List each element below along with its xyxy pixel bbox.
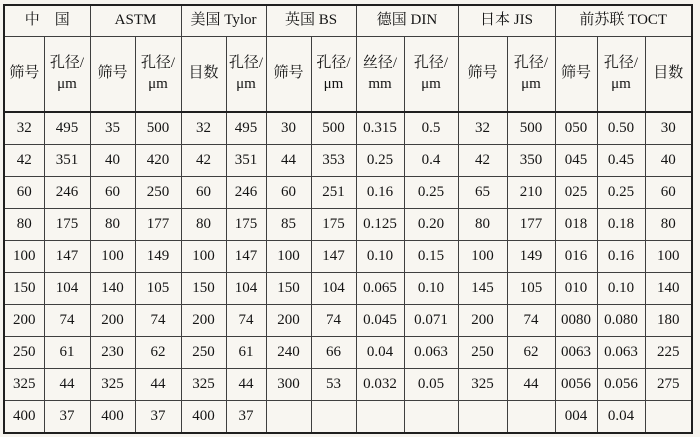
table-cell: 495 [226,112,266,145]
table-cell: 42 [4,145,44,177]
table-cell: 147 [226,241,266,273]
table-cell: 250 [135,177,181,209]
table-cell: 65 [458,177,507,209]
table-cell: 61 [44,337,90,369]
table-cell: 500 [311,112,356,145]
table-cell: 210 [507,177,555,209]
table-cell: 0.04 [356,337,404,369]
table-cell: 325 [181,369,226,401]
table-cell: 0.16 [597,241,645,273]
table-cell: 200 [4,305,44,337]
table-cell: 0.16 [356,177,404,209]
table-cell: 62 [135,337,181,369]
column-header-astm-aperture: 孔径/ μm [135,37,181,113]
table-cell: 0.125 [356,209,404,241]
table-cell: 62 [507,337,555,369]
table-cell: 37 [226,401,266,434]
table-cell: 35 [90,112,135,145]
table-cell: 0.45 [597,145,645,177]
table-cell: 0.25 [356,145,404,177]
table-cell: 004 [555,401,597,434]
table-cell: 0.080 [597,305,645,337]
column-header-jis-sieve-no: 筛号 [458,37,507,113]
sieve-comparison-table [3,4,693,434]
table-cell: 0.063 [597,337,645,369]
table-cell: 325 [4,369,44,401]
table-cell [311,401,356,434]
table-body [4,112,692,433]
table-cell: 420 [135,145,181,177]
table-row [4,401,692,434]
table-cell: 60 [266,177,311,209]
table-row [4,337,692,369]
table-cell: 30 [266,112,311,145]
table-cell: 140 [90,273,135,305]
table-cell: 74 [135,305,181,337]
table-cell: 400 [181,401,226,434]
table-row [4,241,692,273]
table-cell: 44 [226,369,266,401]
table-row [4,112,692,145]
table-cell: 60 [90,177,135,209]
column-header-jis-aperture: 孔径/ μm [507,37,555,113]
table-cell: 325 [458,369,507,401]
table-header [4,5,692,112]
column-header-china-aperture: 孔径/ μm [44,37,90,113]
table-cell: 42 [458,145,507,177]
table-cell: 300 [266,369,311,401]
table-cell: 275 [645,369,692,401]
table-cell: 32 [4,112,44,145]
table-cell: 104 [311,273,356,305]
table-cell: 147 [311,241,356,273]
table-cell: 230 [90,337,135,369]
table-cell: 32 [181,112,226,145]
table-cell: 100 [181,241,226,273]
table-cell: 40 [90,145,135,177]
table-row [4,209,692,241]
table-cell: 351 [226,145,266,177]
table-cell: 246 [44,177,90,209]
table-cell: 177 [507,209,555,241]
table-cell: 149 [507,241,555,273]
group-header-astm: ASTM [90,5,181,37]
table-cell: 495 [44,112,90,145]
table-cell [266,401,311,434]
table-cell: 0.071 [404,305,458,337]
table-cell: 0.5 [404,112,458,145]
column-header-din-aperture: 孔径/ μm [404,37,458,113]
column-header-china-sieve-no: 筛号 [4,37,44,113]
table-cell: 018 [555,209,597,241]
group-header-row [4,5,692,37]
table-cell: 250 [4,337,44,369]
column-header-gost-sieve-no: 筛号 [555,37,597,113]
table-cell: 100 [645,241,692,273]
table-cell: 025 [555,177,597,209]
table-cell: 32 [458,112,507,145]
table-cell: 104 [226,273,266,305]
table-cell: 147 [44,241,90,273]
table-cell: 200 [458,305,507,337]
table-cell: 400 [4,401,44,434]
table-cell [356,401,404,434]
group-header-tyler: 美国 Tylor [181,5,266,37]
table-cell: 200 [266,305,311,337]
table-cell: 80 [181,209,226,241]
table-cell: 0.20 [404,209,458,241]
table-cell: 045 [555,145,597,177]
table-cell: 150 [181,273,226,305]
table-cell: 74 [44,305,90,337]
column-header-row [4,37,692,113]
table-cell: 80 [4,209,44,241]
table-cell: 0080 [555,305,597,337]
table-cell: 105 [507,273,555,305]
column-header-tyler-aperture: 孔径/ μm [226,37,266,113]
table-cell: 175 [311,209,356,241]
table-cell: 400 [90,401,135,434]
table-cell: 61 [226,337,266,369]
table-cell: 44 [507,369,555,401]
table-cell: 140 [645,273,692,305]
table-cell [458,401,507,434]
table-cell: 0.10 [356,241,404,273]
table-cell: 0.056 [597,369,645,401]
table-cell: 0063 [555,337,597,369]
table-row [4,305,692,337]
table-cell [404,401,458,434]
table-cell: 0.315 [356,112,404,145]
column-header-astm-sieve-no: 筛号 [90,37,135,113]
table-cell: 150 [266,273,311,305]
table-cell: 44 [44,369,90,401]
table-cell: 0.05 [404,369,458,401]
table-cell: 44 [266,145,311,177]
table-cell: 80 [90,209,135,241]
table-cell: 40 [645,145,692,177]
table-cell: 44 [135,369,181,401]
column-header-gost-mesh: 目数 [645,37,692,113]
table-cell: 016 [555,241,597,273]
column-header-tyler-mesh: 目数 [181,37,226,113]
table-cell: 0.25 [404,177,458,209]
table-cell: 200 [181,305,226,337]
table-cell: 37 [135,401,181,434]
table-cell: 0.15 [404,241,458,273]
table-cell: 0056 [555,369,597,401]
table-cell: 100 [90,241,135,273]
table-cell: 010 [555,273,597,305]
table-cell: 105 [135,273,181,305]
table-row [4,369,692,401]
table-cell: 0.4 [404,145,458,177]
group-header-jis: 日本 JIS [458,5,555,37]
table-cell: 177 [135,209,181,241]
table-cell: 100 [266,241,311,273]
table-cell: 42 [181,145,226,177]
table-cell: 85 [266,209,311,241]
table-cell: 500 [507,112,555,145]
table-cell: 0.065 [356,273,404,305]
table-cell: 74 [507,305,555,337]
table-cell: 0.25 [597,177,645,209]
table-cell: 145 [458,273,507,305]
table-cell: 175 [226,209,266,241]
table-cell: 66 [311,337,356,369]
table-cell: 0.032 [356,369,404,401]
table-cell: 353 [311,145,356,177]
column-header-gost-aperture: 孔径/ μm [597,37,645,113]
table-cell: 149 [135,241,181,273]
table-cell: 0.063 [404,337,458,369]
table-cell: 100 [4,241,44,273]
group-header-china: 中 国 [4,5,90,37]
group-header-gost: 前苏联 TOCT [555,5,692,37]
table-cell: 0.04 [597,401,645,434]
table-cell: 0.18 [597,209,645,241]
column-header-din-wire-diameter: 丝径/ mm [356,37,404,113]
table-row [4,177,692,209]
table-cell: 0.50 [597,112,645,145]
table-cell: 60 [645,177,692,209]
table-cell: 80 [645,209,692,241]
table-cell: 200 [90,305,135,337]
table-cell: 250 [181,337,226,369]
table-cell: 74 [311,305,356,337]
table-row [4,145,692,177]
table-cell: 0.10 [404,273,458,305]
table-cell: 325 [90,369,135,401]
table-cell: 246 [226,177,266,209]
table-cell [645,401,692,434]
column-header-bs-aperture: 孔径/ μm [311,37,356,113]
table-cell: 225 [645,337,692,369]
table-cell: 60 [4,177,44,209]
group-header-bs: 英国 BS [266,5,356,37]
table-cell: 250 [458,337,507,369]
table-cell: 37 [44,401,90,434]
table-cell: 251 [311,177,356,209]
table-cell: 0.045 [356,305,404,337]
table-cell: 175 [44,209,90,241]
table-cell: 050 [555,112,597,145]
table-cell: 30 [645,112,692,145]
table-cell: 100 [458,241,507,273]
table-cell: 351 [44,145,90,177]
table-cell: 150 [4,273,44,305]
table-cell: 80 [458,209,507,241]
table-cell: 350 [507,145,555,177]
table-cell: 180 [645,305,692,337]
table-cell: 74 [226,305,266,337]
column-header-bs-sieve-no: 筛号 [266,37,311,113]
table-cell: 53 [311,369,356,401]
group-header-din: 德国 DIN [356,5,458,37]
table-cell: 240 [266,337,311,369]
table-cell [507,401,555,434]
table-cell: 60 [181,177,226,209]
table-cell: 0.10 [597,273,645,305]
table-cell: 104 [44,273,90,305]
table-cell: 500 [135,112,181,145]
table-row [4,273,692,305]
